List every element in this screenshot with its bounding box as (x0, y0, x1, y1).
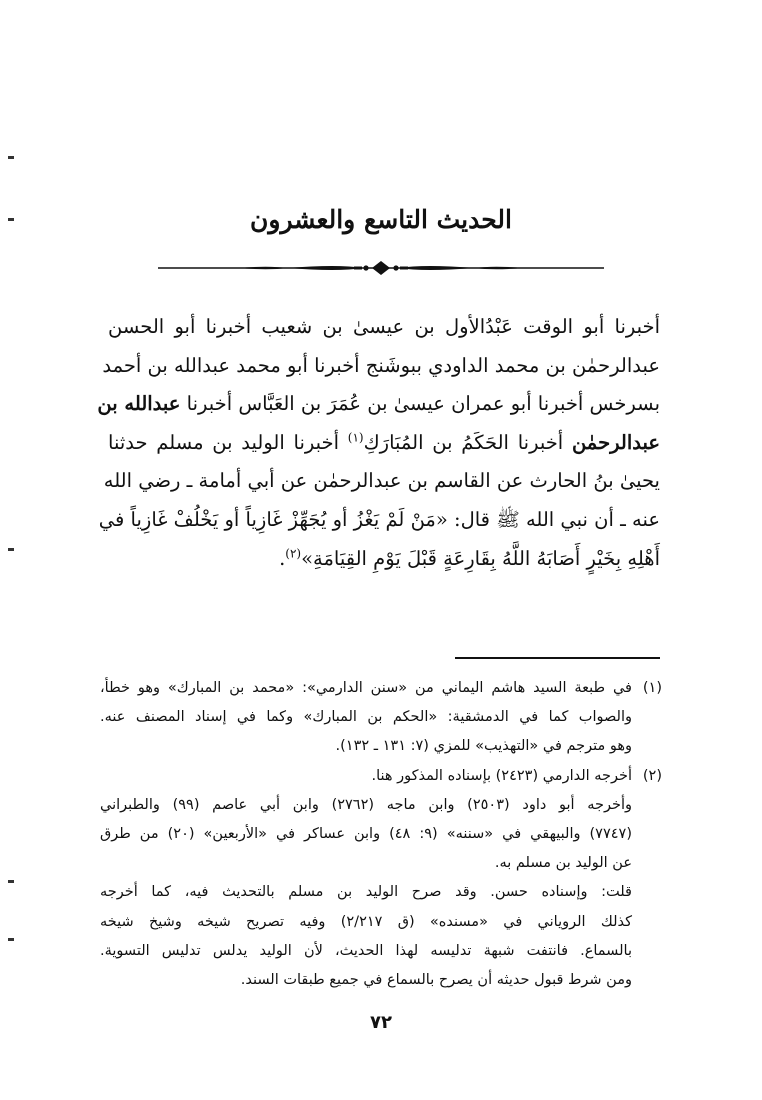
text-line (97, 385, 660, 424)
footnote-separator (455, 657, 660, 659)
footnote-line: وأخرجه أبو داود (٢٥٠٣) وابن ماجه (٢٧٦٢) وابن أبي عاصم (٩٩) والطبراني (100, 796, 632, 813)
footnote-ref[interactable]: (٢) (285, 546, 302, 561)
margin-mark (8, 218, 14, 221)
bold-name: عبدالرحمٰن (571, 430, 660, 454)
margin-mark (8, 880, 14, 883)
footnote-line: عن الوليد بن مسلم به. (494, 855, 632, 872)
footnote-ref[interactable]: (١) (347, 430, 364, 445)
footnote-line: ومن شرط قبول حديثه أن يصرح بالسماع في جميع طبقات السند. (240, 972, 632, 989)
footnote-line: بالسماع. فانتفت شبهة تدليسه لهذا الحديث، لأن الوليد يدلس تدليس التسوية. (100, 942, 632, 959)
text-segment: أَهْلِهِ بِخَيْرٍ أَصَابَهُ اللَّهُ بِقَارِعَةٍ قَبْلَ يَوْمِ القِيَامَةِ» (301, 546, 660, 570)
margin-mark (8, 156, 14, 159)
footnote-number: (١) (642, 680, 662, 696)
text-line: عبدالرحمٰن بن محمد الداودي ببوشَنج أخبرنا أبو محمد عبدالله بن أحمد (102, 353, 660, 377)
ornament-divider (158, 258, 604, 278)
text-line: يحيىٰ بنُ الحارث عن القاسم بن عبدالرحمٰن عن أبي أمامة ـ رضي الله (103, 469, 660, 493)
footnote-text: أخرجه الدارمي (٢٤٢٣) بإسناده المذكور هنا. (371, 767, 632, 784)
text-segment: أخبرنا الوليد بن مسلم حدثنا (108, 430, 340, 454)
footnote-line: والصواب كما في الدمشقية: «الحكم بن المبارك» وكما في إسناد المصنف عنه. (100, 709, 632, 726)
text-line (108, 540, 660, 579)
footnote-line: (٧٧٤٧) والبيهقي في «سننه» (٩: ٤٨) وابن عساكر في «الأربعين» (٢٠) من طرق (100, 826, 632, 843)
text-line: أخبرنا أبو الوقت عَبْدُالأول بن عيسىٰ بن شعيب أخبرنا أبو الحسن (108, 315, 660, 338)
footnote-line (100, 674, 662, 703)
text-line (108, 424, 660, 463)
page-number: ٧٢ (370, 1012, 392, 1033)
hadith-text (97, 308, 660, 578)
bold-name: عبدالله بن (97, 392, 181, 416)
footnote-line: كذلك الروياني في «مسنده» (ق ٢/٢١٧) وفيه تصريح شيخه وشيخ شيخه (100, 913, 632, 930)
footnote-number: (٢) (642, 767, 662, 784)
footnotes (100, 674, 662, 995)
footnote-line: وهو مترجم في «التهذيب» للمزي (٧: ١٣١ ـ ١٣٢). (335, 738, 632, 755)
text-segment: أخبرنا الحَكَمُ بن المُبَارَكِ (363, 430, 564, 454)
hadith-title: الحديث التاسع والعشرون (250, 205, 512, 234)
margin-mark (8, 938, 14, 941)
footnote-line (100, 762, 662, 791)
text-line: عنه ـ أن نبي الله ﷺ قال: «مَنْ لَمْ يَغْزُ أو يُجَهِّزْ غَازِياً أو يَخْلُفْ غَازِياً في (98, 507, 660, 531)
text-segment: بسرخس أخبرنا أبو عمران عيسىٰ بن عُمَرَ بن العَبَّاس أخبرنا (186, 392, 660, 416)
footnote-text: في طبعة السيد هاشم اليماني من «سنن الدارمي»: «محمد بن المبارك» وهو خطأ، (100, 680, 632, 696)
margin-mark (8, 548, 14, 551)
footnote-line: قلت: وإسناده حسن. وقد صرح الوليد بن مسلم بالتحديث فيه، كما أخرجه (100, 884, 632, 901)
text-segment: . (279, 546, 286, 570)
